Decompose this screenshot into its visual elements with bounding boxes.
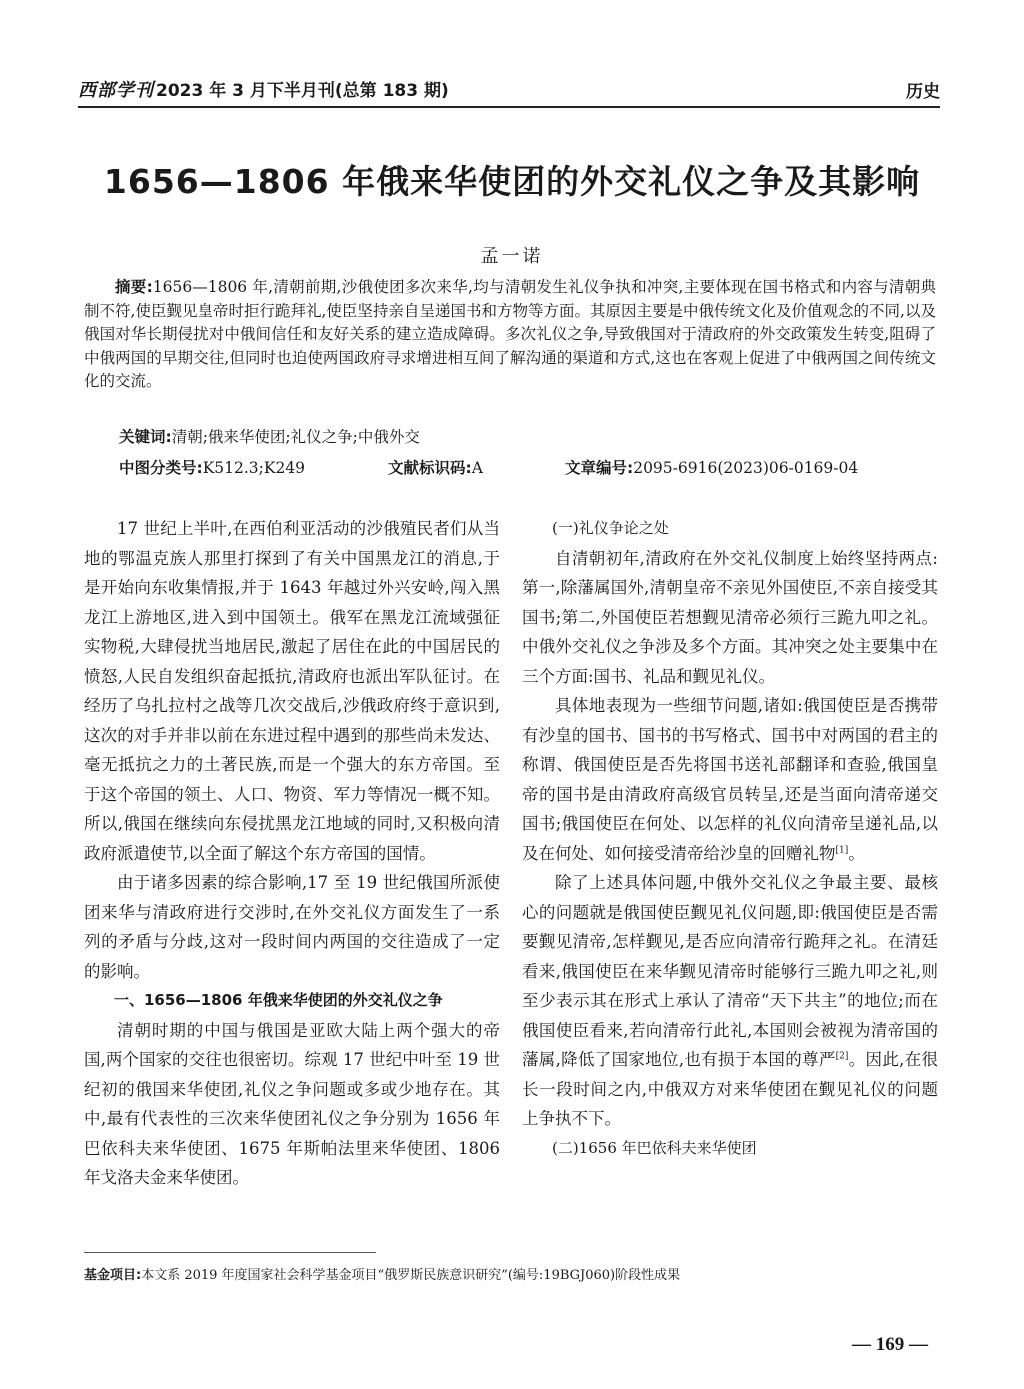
citation-ref: [2] <box>835 1051 849 1062</box>
abstract-label: 摘要: <box>115 278 153 296</box>
page-number: — 169 — <box>852 1334 928 1355</box>
journal-logo: 西部学刊 <box>78 80 154 101</box>
paragraph-text: 。 <box>848 843 865 863</box>
keywords-label: 关键词: <box>119 428 172 446</box>
paragraph-text: 。因此,在很长一段时间之内,中俄双方对来华使团在觐见礼仪的问题上争执不下。 <box>522 1050 938 1128</box>
body-column-left <box>84 514 500 1193</box>
citation-ref: [1] <box>835 845 849 855</box>
doc-code <box>388 456 483 478</box>
paragraph-text: 具体地表现为一些细节问题,诸如:俄国使臣是否携带有沙皇的国书、国书的书写格式、国书中对两国的君主的称谓、俄国使臣是否先将国书送礼部翻译和查验,俄国皇帝的国书是由清政府高级官员转呈,还是当面向清帝递交国书;俄国使臣在何处、以怎样的礼仪向清帝呈递礼品,以及在何处、如何接受清帝给沙皇的回赠礼物 <box>522 696 938 863</box>
abstract-text: 1656—1806 年,清朝前期,沙俄使团多次来华,均与清朝发生礼仪争执和冲突,主要体现在国书格式和内容与清朝典制不符,使臣觐见皇帝时拒行跪拜礼,使臣坚持亲自呈递国书和方物等方面。其原因主要是中俄传统文化及价值观念的不同,以及俄国对华长期侵扰对中俄间信任和友好关系的建立造成障碍。多次礼仪之争,导致俄国对于清政府的外交政策发生转变,阻碍了中俄两国的早期交往,但同时也迫使两国政府寻求增进相互间了解沟通的渠道和方式,这也在客观上促进了中俄两国之间传统文化的交流。 <box>84 278 937 390</box>
section-heading: 一、1656—1806 年俄来华使团的外交礼仪之争 <box>114 991 443 1009</box>
paragraph: 清朝时期的中国与俄国是亚欧大陆上两个强大的帝国,两个国家的交往也很密切。综观 17 世纪中叶至 19 世纪初的俄国来华使团,礼仪之争问题或多或少地存在。其中,最有代表性的三次来华使团礼仪之争分别为 1656 年巴依科夫来华使团、1675 年斯帕法里来华使团、1806 年戈洛夫金来华使团。 <box>84 1020 500 1187</box>
footnote-label: 基金项目: <box>84 1268 142 1283</box>
clc-value: K512.3;K249 <box>202 459 306 477</box>
paragraph: 由于诸多因素的综合影响,17 至 19 世纪俄国所派使团来华与清政府进行交涉时,在外交礼仪方面发生了一系列的矛盾与分歧,这对一段时间内两国的交往造成了一定的影响。 <box>84 873 500 981</box>
paragraph: 17 世纪上半叶,在西伯利亚活动的沙俄殖民者们从当地的鄂温克族人那里打探到了有关中国黑龙江的消息,于是开始向东收集情报,并于 1643 年越过外兴安岭,闯入黑龙江上游地区,进入到中国领土。俄军在黑龙江流域强征实物税,大肆侵扰当地居民,激起了居住在此的中国居民的愤怒,人民自发组织奋起抵抗,清政府也派出军队征讨。在经历了乌扎拉村之战等几次交战后,沙俄政府终于意识到,这次的对手并非以前在东进过程中遇到的那些尚未发达、毫无抵抗之力的土著民族,而是一个强大的东方帝国。至于这个帝国的领土、人口、物资、军力等情况一概不知。所以,俄国在继续向东侵扰黑龙江地域的同时,又积极向清政府派遣使节,以全面了解这个东方帝国的国情。 <box>84 519 500 863</box>
footnote <box>84 1264 680 1283</box>
keywords-text: 清朝;俄来华使团;礼仪之争;中俄外交 <box>171 428 420 446</box>
doc-value: A <box>471 459 483 477</box>
subsection-heading: (一)礼仪争论之处 <box>552 519 669 537</box>
clc-label: 中图分类号: <box>119 459 203 477</box>
article-title: 1656—1806 年俄来华使团的外交礼仪之争及其影响 <box>103 162 921 201</box>
issue-info: 2023 年 3 月下半月刊(总第 183 期) <box>156 81 449 101</box>
paragraph <box>522 868 938 1134</box>
running-header <box>78 72 940 108</box>
article-number <box>565 456 858 478</box>
footnote-text: 本文系 2019 年度国家社会科学基金项目“俄罗斯民族意识研究”(编号:19BGJ060)阶段性成果 <box>141 1268 681 1283</box>
classification-line <box>119 456 919 478</box>
paragraph-text: 除了上述具体问题,中俄外交礼仪之争最主要、最核心的问题就是俄国使臣觐见礼仪问题,即:俄国使臣是否需要觐见清帝,怎样觐见,是否应向清帝行跪拜之礼。在清廷看来,俄国使臣在来华觐见清帝时能够行三跪九叩之礼,则至少表示其在形式上承认了清帝“天下共主”的地位;而在俄国使臣看来,若向清帝行此礼,本国则会被视为清帝国的藩属,降低了国家地位,也有损于本国的尊严 <box>522 873 938 1069</box>
paragraph: 自清朝初年,清政府在外交礼仪制度上始终坚持两点:第一,除藩属国外,清朝皇帝不亲见外国使臣,不亲自接受其国书;第二,外国使臣若想觐见清帝必须行三跪九叩之礼。中俄外交礼仪之争涉及多个方面。其冲突之处主要集中在三个方面:国书、礼品和觐见礼仪。 <box>522 548 938 686</box>
doc-label: 文献标识码: <box>388 459 472 477</box>
footnote-rule <box>84 1252 376 1253</box>
keywords <box>119 425 420 447</box>
header-left <box>78 76 449 102</box>
body-column-right <box>522 514 938 1163</box>
clc-code <box>119 456 305 478</box>
paragraph <box>522 691 938 868</box>
author-name: 孟一诺 <box>480 246 544 267</box>
section-name: 历史 <box>906 82 940 102</box>
abstract <box>84 276 936 394</box>
article-label: 文章编号: <box>565 459 634 477</box>
article-value: 2095-6916(2023)06-0169-04 <box>633 459 859 477</box>
subsection-heading: (二)1656 年巴依科夫来华使团 <box>552 1138 757 1157</box>
